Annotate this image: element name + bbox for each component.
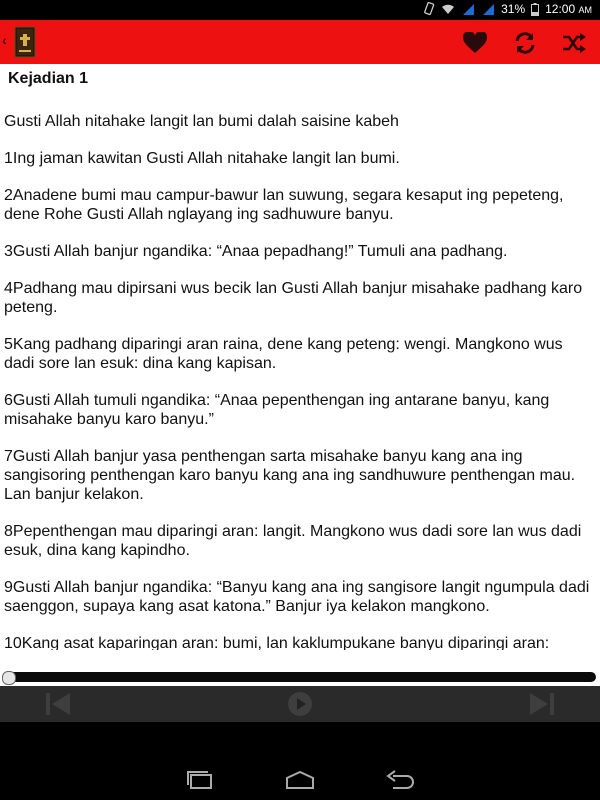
verse-8: 8Pepenthengan mau diparingi aran: langit. Mangkono wus dadi sore lan wus dadi esuk, dina kang kapindho. [4,523,582,559]
battery-percent: 31% [501,2,526,16]
battery-icon [531,3,539,16]
play-button[interactable] [286,690,314,718]
verse-10: 10Kang asat kaparingan aran: bumi, lan kaklumpukane banyu diparingi aran: [4,635,550,650]
home-icon [284,770,316,790]
recent-apps-icon [186,770,214,790]
verse-1: 1Ing jaman kawitan Gusti Allah nitahake langit lan bumi. [4,150,400,167]
back-icon [385,770,415,790]
seek-track[interactable] [4,672,596,682]
previous-button[interactable] [44,690,72,718]
signal-icon-2 [481,3,495,15]
verse-2: 2Anadene bumi mau campur-bawur lan suwung, segara kesaput ing pepeteng, dene Rohe Gusti Allah nglayang ing sadhuwure banyu. [4,187,564,223]
rotation-icon [423,2,435,16]
seek-thumb[interactable] [2,671,16,685]
audio-seekbar[interactable] [0,650,600,686]
wifi-icon [441,3,455,15]
shuffle-icon [562,33,586,53]
next-button[interactable] [528,690,556,718]
bible-book-logo[interactable] [14,26,38,58]
signal-icon [461,3,475,15]
app-bar [0,20,600,64]
refresh-icon [513,31,537,55]
status-icons [423,2,592,16]
reader-content[interactable] [0,64,600,650]
refresh-button[interactable] [512,30,538,56]
back-button[interactable] [380,766,420,794]
next-icon [529,692,555,716]
chapter-title: Kejadian 1 [8,70,89,87]
system-nav-bar [0,722,600,800]
chapter-intro: Gusti Allah nitahake langit lan bumi dalah saisine kabeh [4,113,399,130]
verse-list [4,112,596,650]
status-bar [0,0,600,20]
shuffle-button[interactable] [561,30,587,56]
verse-3: 3Gusti Allah banjur ngandika: “Anaa pepadhang!” Tumuli ana padhang. [4,243,508,260]
recent-apps-button[interactable] [180,766,220,794]
verse-7: 7Gusti Allah banjur yasa penthengan sarta misahake banyu kang ana ing sangisoring penthengan karo banyu kang ana ing sandhuwure penthengan mau. Lan banjur kelakon. [4,448,576,503]
heart-icon [463,32,487,54]
verse-9: 9Gusti Allah banjur ngandika: “Banyu kang ana ing sangisore langit ngumpula dadi saenggon, supaya kang asat katona.” Banjur iya kelakon mangkono. [4,579,590,615]
previous-icon [45,692,71,716]
verse-6: 6Gusti Allah tumuli ngandika: “Anaa pepenthengan ing antarane banyu, kang misahake banyu karo banyu.” [4,392,550,428]
favorite-button[interactable] [462,30,488,56]
verse-4: 4Padhang mau dipirsani wus becik lan Gusti Allah banjur misahake padhang karo peteng. [4,280,583,316]
up-chevron-icon[interactable]: ‹ [2,32,7,48]
play-icon [287,691,313,717]
clock-ampm: AM [578,5,592,15]
clock: 12:00 [545,2,576,16]
player-controls [0,686,600,722]
verse-5: 5Kang padhang diparingi aran raina, dene kang peteng: wengi. Mangkono wus dadi sore lan esuk: dina kang kapisan. [4,336,563,372]
home-button[interactable] [280,766,320,794]
